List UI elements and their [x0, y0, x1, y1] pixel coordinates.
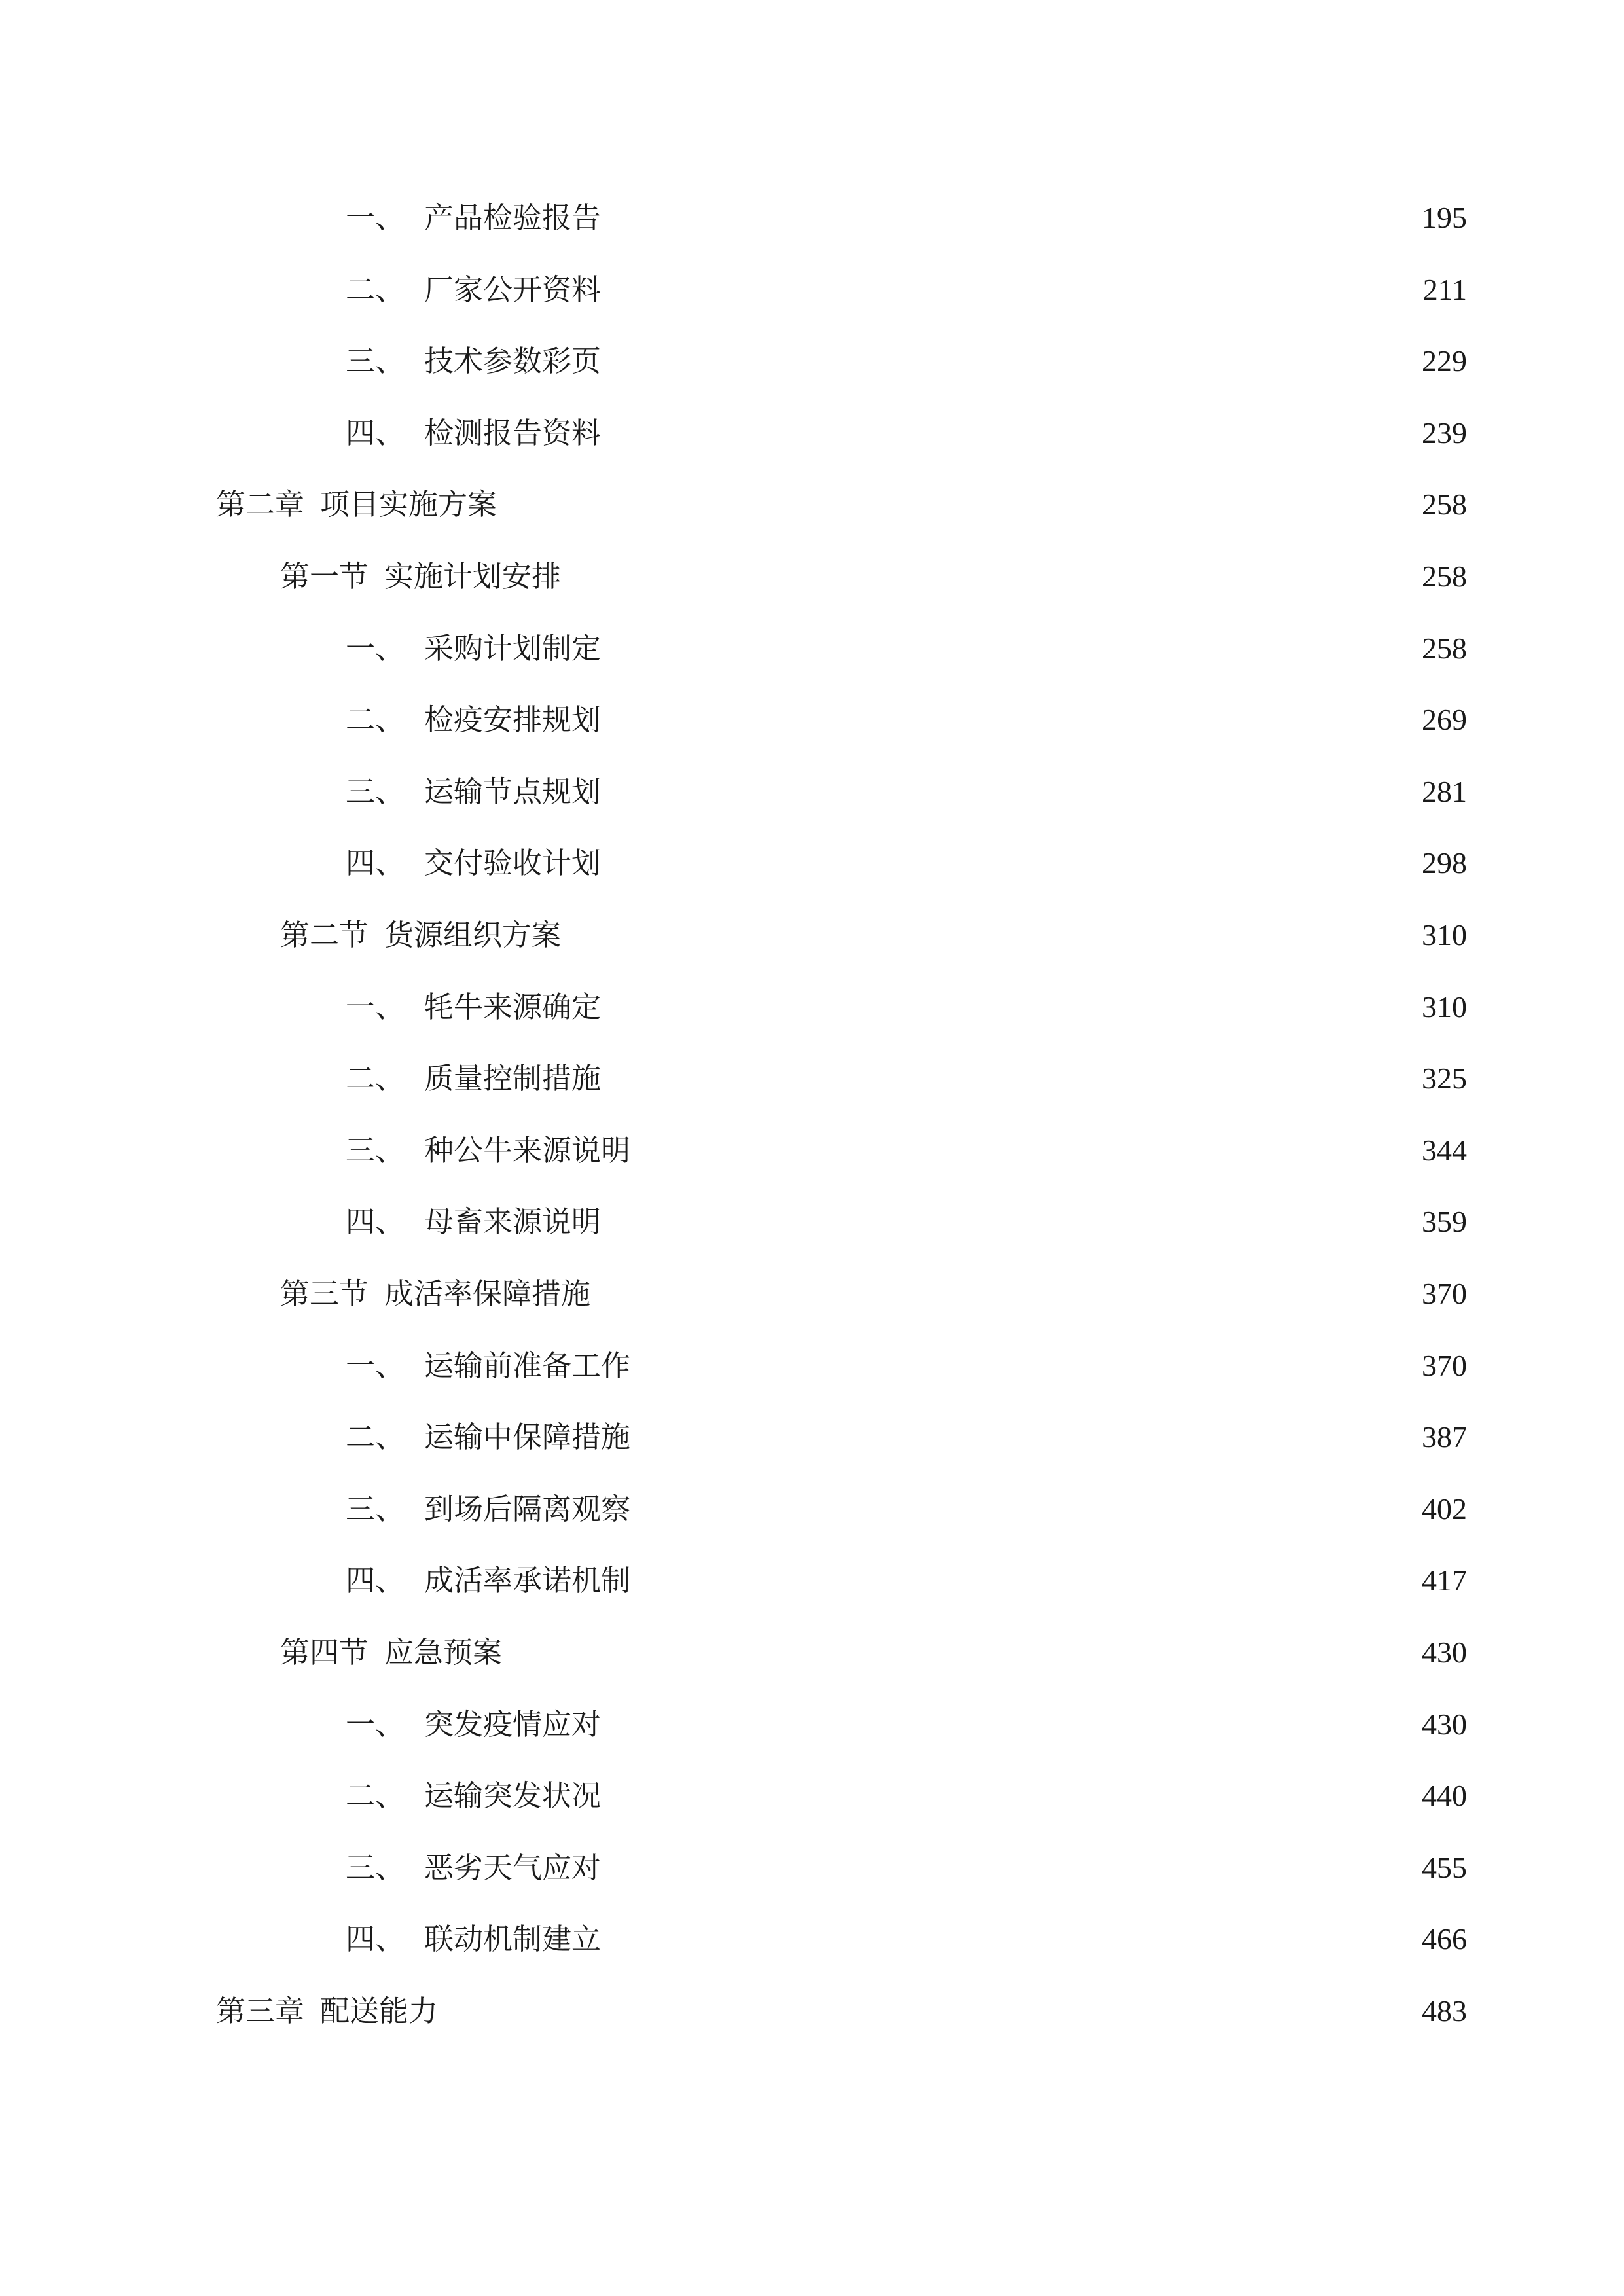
- toc-entry-label: [280, 550, 561, 603]
- toc-entry-page-number: 370: [1422, 1349, 1467, 1382]
- toc-entry-page-number: 258: [1422, 560, 1467, 593]
- toc-entry[interactable]: [346, 192, 1467, 244]
- toc-entry-label: [346, 1483, 630, 1535]
- toc-entry[interactable]: [280, 1626, 1467, 1679]
- toc-entry-page-number: 298: [1422, 846, 1467, 880]
- toc-entry-title: 种公牛来源说明: [424, 1133, 631, 1168]
- toc-entry-label: [346, 264, 601, 316]
- toc-entry-label: [346, 1340, 630, 1392]
- toc-entry-label: [346, 1196, 601, 1248]
- toc-entry-title: 到场后隔离观察: [424, 1492, 631, 1526]
- toc-entry-label: [216, 478, 497, 531]
- toc-entry-page-number: 440: [1422, 1779, 1467, 1812]
- toc-entry-page-number: 239: [1422, 416, 1467, 450]
- toc-entry-number: 一、: [346, 631, 405, 666]
- toc-entry-label: [346, 1124, 630, 1177]
- toc-entry-title: 运输前准备工作: [424, 1348, 631, 1383]
- toc-entry-label: [346, 837, 601, 889]
- toc-entry-title: 货源组织方案: [384, 918, 562, 952]
- dot-leader: [513, 1626, 1410, 1679]
- dot-leader: [641, 1483, 1410, 1535]
- dot-leader: [611, 407, 1410, 459]
- dot-leader: [571, 909, 1410, 961]
- toc-entry-page-number: 430: [1422, 1708, 1467, 1741]
- toc-entry-page-number: 229: [1422, 344, 1467, 378]
- toc-entry-label: [216, 1985, 438, 2037]
- toc-entry[interactable]: [346, 1483, 1467, 1535]
- toc-entry-page-number: 387: [1422, 1420, 1467, 1454]
- toc-entry-number: 二、: [346, 272, 405, 307]
- toc-entry-label: [346, 622, 601, 675]
- toc-entry-title: 项目实施方案: [320, 487, 497, 522]
- toc-entry-number: 一、: [346, 1707, 405, 1742]
- toc-entry-label: [346, 1842, 601, 1894]
- toc-entry[interactable]: [216, 1985, 1467, 2037]
- toc-entry-label: [346, 981, 601, 1033]
- toc-entry-number: 四、: [346, 846, 405, 880]
- toc-entry[interactable]: [216, 478, 1467, 531]
- dot-leader: [611, 335, 1410, 387]
- dot-leader: [611, 264, 1411, 316]
- toc-entry-label: [346, 335, 601, 387]
- toc-entry[interactable]: [346, 766, 1467, 818]
- toc-entry[interactable]: [346, 335, 1467, 387]
- toc-entry[interactable]: [280, 1268, 1467, 1320]
- toc-entry[interactable]: [346, 1052, 1467, 1105]
- toc-entry-page-number: 281: [1422, 775, 1467, 808]
- dot-leader: [611, 1698, 1410, 1751]
- toc-entry-page-number: 258: [1422, 632, 1467, 665]
- toc-entry-label: [346, 192, 601, 244]
- toc-entry-page-number: 483: [1422, 1994, 1467, 2028]
- toc-entry-title: 厂家公开资料: [424, 272, 602, 307]
- toc-entry-label: [346, 1554, 630, 1607]
- toc-entry-label: [280, 1268, 590, 1320]
- dot-leader: [448, 1985, 1410, 2037]
- dot-leader: [601, 1268, 1410, 1320]
- toc-entry-number: 三、: [346, 1133, 405, 1168]
- toc-entry[interactable]: [346, 1770, 1467, 1822]
- toc-entry[interactable]: [280, 550, 1467, 603]
- toc-entry-number: 一、: [346, 990, 405, 1024]
- toc-entry[interactable]: [346, 622, 1467, 675]
- toc-entry-page-number: 430: [1422, 1636, 1467, 1669]
- dot-leader: [611, 1196, 1410, 1248]
- toc-entry-title: 运输中保障措施: [424, 1420, 631, 1454]
- dot-leader: [611, 1770, 1410, 1822]
- toc-entry-number: 三、: [346, 1850, 405, 1885]
- toc-entry-label: [346, 1411, 630, 1463]
- toc-entry-number: 第三节: [280, 1276, 369, 1311]
- dot-leader: [611, 837, 1410, 889]
- toc-entry-title: 产品检验报告: [424, 200, 602, 235]
- dot-leader: [611, 192, 1410, 244]
- toc-entry-label: [346, 766, 601, 818]
- toc-entry-label: [346, 1698, 601, 1751]
- toc-entry-page-number: 211: [1422, 273, 1467, 306]
- toc-entry-title: 牦牛来源确定: [424, 990, 602, 1024]
- toc-entry[interactable]: [346, 1842, 1467, 1894]
- toc-entry-page-number: 359: [1422, 1205, 1467, 1238]
- dot-leader: [507, 478, 1410, 531]
- toc-entry-number: 三、: [346, 344, 405, 378]
- toc-entry-number: 四、: [346, 1204, 405, 1239]
- dot-leader: [611, 694, 1410, 746]
- dot-leader: [641, 1340, 1410, 1392]
- toc-entry-title: 运输节点规划: [424, 774, 602, 809]
- toc-entry-page-number: 258: [1422, 488, 1467, 521]
- toc-entry-title: 恶劣天气应对: [424, 1850, 602, 1885]
- toc-entry-title: 技术参数彩页: [424, 344, 602, 378]
- toc-entry-page-number: 466: [1422, 1922, 1467, 1956]
- toc-entry-number: 第二节: [280, 918, 369, 952]
- toc-entry[interactable]: [280, 909, 1467, 961]
- toc-entry-number: 四、: [346, 1922, 405, 1956]
- toc-entry-number: 一、: [346, 1348, 405, 1383]
- toc-entry[interactable]: [346, 1124, 1467, 1177]
- toc-entry-page-number: 195: [1422, 201, 1467, 234]
- dot-leader: [571, 550, 1410, 603]
- toc-entry-number: 四、: [346, 1563, 405, 1598]
- dot-leader: [641, 1124, 1410, 1177]
- toc-entry-number: 二、: [346, 1778, 405, 1813]
- toc-entry-number: 第一节: [280, 559, 369, 594]
- toc-entry[interactable]: [346, 407, 1467, 459]
- toc-entry-page-number: 325: [1422, 1062, 1467, 1095]
- toc-entry-page-number: 344: [1422, 1134, 1467, 1167]
- toc-entry-page-number: 310: [1422, 918, 1467, 952]
- toc-entry-number: 第二章: [216, 487, 305, 522]
- toc-entry-number: 三、: [346, 774, 405, 809]
- toc-entry-number: 二、: [346, 1061, 405, 1096]
- toc-entry[interactable]: [346, 1913, 1467, 1965]
- toc-entry-page-number: 417: [1422, 1564, 1467, 1597]
- toc-entry-number: 二、: [346, 702, 405, 737]
- toc-entry-label: [280, 909, 561, 961]
- toc-entry-page-number: 455: [1422, 1851, 1467, 1884]
- toc-entry-title: 质量控制措施: [424, 1061, 602, 1096]
- toc-entry-label: [280, 1626, 502, 1679]
- toc-entry-title: 采购计划制定: [424, 631, 602, 666]
- toc-entry-title: 实施计划安排: [384, 559, 562, 594]
- toc-entry-number: 一、: [346, 200, 405, 235]
- toc-entry-page-number: 310: [1422, 990, 1467, 1024]
- toc-entry-label: [346, 1052, 601, 1105]
- toc-entry[interactable]: [346, 694, 1467, 746]
- toc-entry-title: 运输突发状况: [424, 1778, 602, 1813]
- toc-entry[interactable]: [346, 981, 1467, 1033]
- toc-entry-title: 成活率承诺机制: [424, 1563, 631, 1598]
- toc-entry[interactable]: [346, 1340, 1467, 1392]
- toc-entry[interactable]: [346, 1698, 1467, 1751]
- dot-leader: [611, 981, 1410, 1033]
- toc-entry-page-number: 269: [1422, 703, 1467, 736]
- toc-entry[interactable]: [346, 1554, 1467, 1607]
- dot-leader: [611, 1842, 1410, 1894]
- toc-entry-title: 应急预案: [384, 1635, 503, 1670]
- dot-leader: [611, 622, 1410, 675]
- toc-entry[interactable]: [346, 1196, 1467, 1248]
- toc-entry-title: 交付验收计划: [424, 846, 602, 880]
- toc-entry-label: [346, 1913, 601, 1965]
- toc-entry-label: [346, 694, 601, 746]
- toc-entry-page-number: 402: [1422, 1492, 1467, 1526]
- toc-entry[interactable]: [346, 1411, 1467, 1463]
- dot-leader: [641, 1411, 1410, 1463]
- dot-leader: [611, 766, 1410, 818]
- toc-entry-number: 第三章: [216, 1994, 305, 2028]
- toc-entry-title: 配送能力: [320, 1994, 439, 2028]
- toc-entry-number: 三、: [346, 1492, 405, 1526]
- toc-entry-title: 检疫安排规划: [424, 702, 602, 737]
- toc-entry-title: 检测报告资料: [424, 416, 602, 450]
- toc-entry[interactable]: [346, 264, 1467, 316]
- toc-entry-number: 第四节: [280, 1635, 369, 1670]
- toc-entry-title: 联动机制建立: [424, 1922, 602, 1956]
- toc-entry[interactable]: [346, 837, 1467, 889]
- toc-entry-page-number: 370: [1422, 1277, 1467, 1310]
- toc-entry-number: 四、: [346, 416, 405, 450]
- dot-leader: [611, 1913, 1410, 1965]
- toc-entry-title: 母畜来源说明: [424, 1204, 602, 1239]
- dot-leader: [641, 1554, 1410, 1607]
- toc-entry-title: 成活率保障措施: [384, 1276, 591, 1311]
- toc-entry-label: [346, 1770, 601, 1822]
- toc-entry-title: 突发疫情应对: [424, 1707, 602, 1742]
- toc-entry-label: [346, 407, 601, 459]
- dot-leader: [611, 1052, 1410, 1105]
- toc-entry-number: 二、: [346, 1420, 405, 1454]
